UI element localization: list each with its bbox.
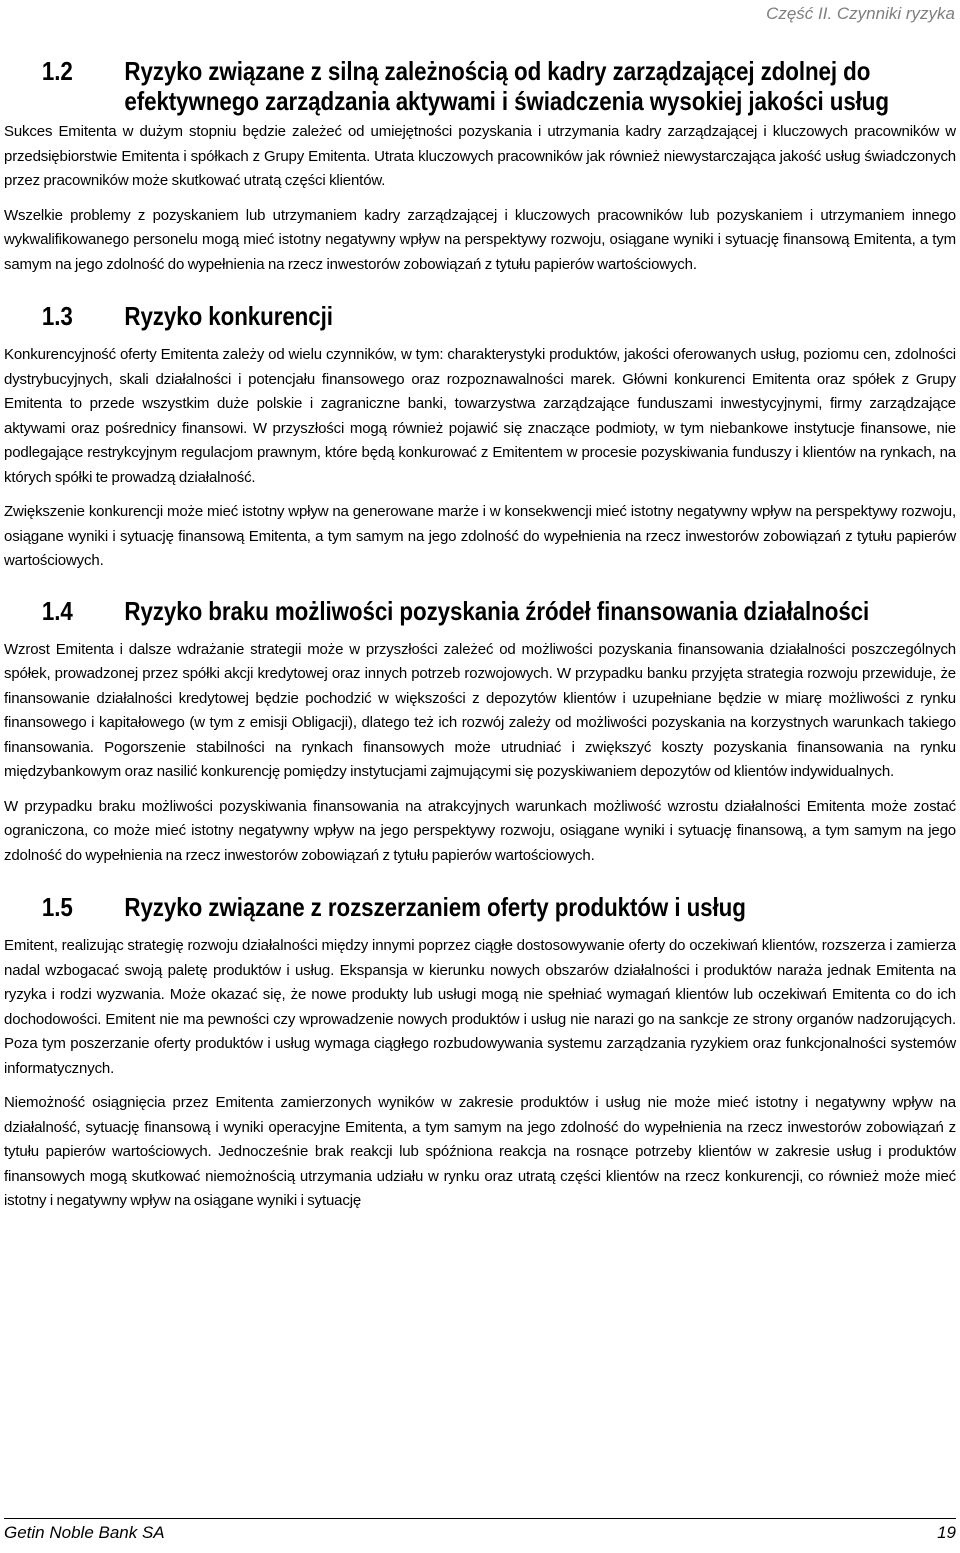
section-title: Ryzyko związane z silną zależnością od kadry zarządzającej zdolnej do efektywnego zarządzania aktywami i świadczenia wysokiej jakości usług (124, 56, 889, 116)
section-title: Ryzyko konkurencji (124, 301, 333, 331)
paragraph: Konkurencyjność oferty Emitenta zależy od wielu czynników, w tym: charakterystyki produktów, jakości oferowanych usług, poziomu cen, zdolności dystrybucyjnych, skali działalności i potencjału finansowego oraz rozpoznawalności marek. Główni konkurenci Emitenta oraz spółek z Grupy Emitenta to przede wszystkim duże polskie i zagraniczne banki, towarzystwa zarządzające funduszami inwestycyjnymi, firmy zarządzające aktywami oraz pośrednicy finansowi. W przyszłości mogą również pojawić się znaczące podmioty, w tym niebankowe instytucje finansowe, nie podlegające restrykcyjnym regulacjom prawnym, które będą konkurować z Emitentem w procesie pozyskiwania funduszy i klientów na rynkach, na których spółki te prowadzą działalność. (4, 346, 956, 486)
paragraph: Emitent, realizując strategię rozwoju działalności między innymi poprzez ciągłe dostosowywanie oferty do oczekiwań klientów, rozszerza i zamierza nadal wzbogacać swoją paletę produktów i usług. Ekspansja w kierunku nowych obszarów działalności i produktów naraża jednak Emitenta na ryzyka i rodzi wyzwania. Może okazać się, że nowe produkty lub usługi mogą nie spełniać wymagań klientów lub oczekiwań Emitenta co do ich dochodowości. Emitent nie ma pewności czy wprowadzenie nowych produktów i usług nie narazi go na sankcje ze strony organów nadzorujących. Poza tym poszerzanie oferty produktów i usług wymaga ciągłego rozbudowywania systemu zarządzania ryzykiem oraz funkcjonalności systemów informatycznych. (4, 937, 956, 1077)
section-heading-1-2 (4, 56, 956, 116)
section-number: 1.4 (41, 595, 73, 626)
paragraph: Niemożność osiągnięcia przez Emitenta zamierzonych wyników w zakresie produktów i usług nie może mieć istotny i negatywny wpływ na działalność, sytuację finansową i wyniki operacyjne Emitenta, a tym samym na jego zdolność do wypełnienia na rzecz inwestorów zobowiązań z tytułu papierów wartościowych. Jednocześnie brak reakcji lub spóźniona reakcja na rosnące potrzeby klientów w zakresie usług i produktów finansowych mogą skutkować niemożnością utrzymania udziału w rynku oraz utratą części klientów na rzecz konkurencji, co również może mieć istotny i negatywny wpływ na osiągane wyniki i sytuację (4, 1094, 956, 1209)
paragraph: Zwiększenie konkurencji może mieć istotny wpływ na generowane marże i w konsekwencji mieć istotny negatywny wpływ na perspektywy rozwoju, osiągane wyniki i sytuację finansową Emitenta, a tym samym na jego zdolność do wypełnienia na rzecz inwestorów zobowiązań z tytułu papierów wartościowych. (4, 503, 956, 569)
section-number: 1.5 (41, 892, 73, 922)
running-header: Część II. Czynniki ryzyka (766, 4, 955, 23)
footer-page-number: 19 (937, 1523, 956, 1542)
paragraph: W przypadku braku możliwości pozyskiwania finansowania na atrakcyjnych warunkach możliwość wzrostu działalności Emitenta może zostać ograniczona, co może mieć istotny negatywny wpływ na jego perspektywy rozwoju, osiągane wyniki i sytuację finansową, a tym samym na jego zdolność do wypełnienia na rzecz inwestorów zobowiązań z tytułu papierów wartościowych. (4, 797, 956, 864)
document-body (4, 56, 956, 1224)
footer-company-name: Getin Noble Bank SA (4, 1523, 165, 1542)
section-title: Ryzyko braku możliwości pozyskania źródeł finansowania działalności (124, 595, 870, 626)
paragraph: Wzrost Emitenta i dalsze wdrażanie strategii może w przyszłości zależeć od możliwości pozyskania finansowania działalności poszczególnych spółek, prowadzonej przez spółki akcji kredytowej oraz innych potrzeb rozwojowych. W przypadku banku przyjęta strategia rozwoju przewiduje, że finansowanie działalności kredytowej będzie pochodzić w większości z depozytów klientów i uzupełniane będzie w miarę możliwości z rynku finansowego i kapitałowego (w tym z emisji Obligacji), dlatego też ich rozwój zależy od możliwości pozyskania na korzystnych warunkach takiego finansowania. Pogorszenie stabilności na rynkach finansowych może utrudniać i zwiększyć koszty pozyskania finansowania na rynku międzybankowym oraz nasilić konkurencję pomiędzy instytucjami zajmującymi się pozyskiwaniem depozytów od klientów indywidualnych. (4, 640, 956, 780)
section-heading-1-5 (4, 892, 956, 922)
section-heading-1-4 (4, 596, 956, 626)
paragraph: Sukces Emitenta w dużym stopniu będzie zależeć od umiejętności pozyskania i utrzymania kadry zarządzającej i kluczowych pracowników w przedsiębiorstwie Emitenta i spółkach z Grupy Emitenta. Utrata kluczowych pracowników jak również niewystarczająca jakość usług świadczonych przez pracowników może skutkować utratą części klientów. (4, 123, 956, 189)
paragraph: Wszelkie problemy z pozyskaniem lub utrzymaniem kadry zarządzającej i kluczowych pracowników lub pozyskaniem i utrzymaniem innego wykwalifikowanego personelu mogą mieć istotny negatywny wpływ na perspektywy rozwoju, osiągane wyniki i sytuację finansową Emitenta, a tym samym na jego zdolność do wypełnienia na rzecz inwestorów zobowiązań z tytułu papierów wartościowych. (4, 206, 956, 273)
section-title: Ryzyko związane z rozszerzaniem oferty produktów i usług (124, 892, 746, 922)
page-footer (4, 1518, 956, 1553)
section-number: 1.3 (41, 301, 73, 331)
section-number: 1.2 (41, 56, 73, 86)
section-heading-1-3 (4, 301, 956, 331)
